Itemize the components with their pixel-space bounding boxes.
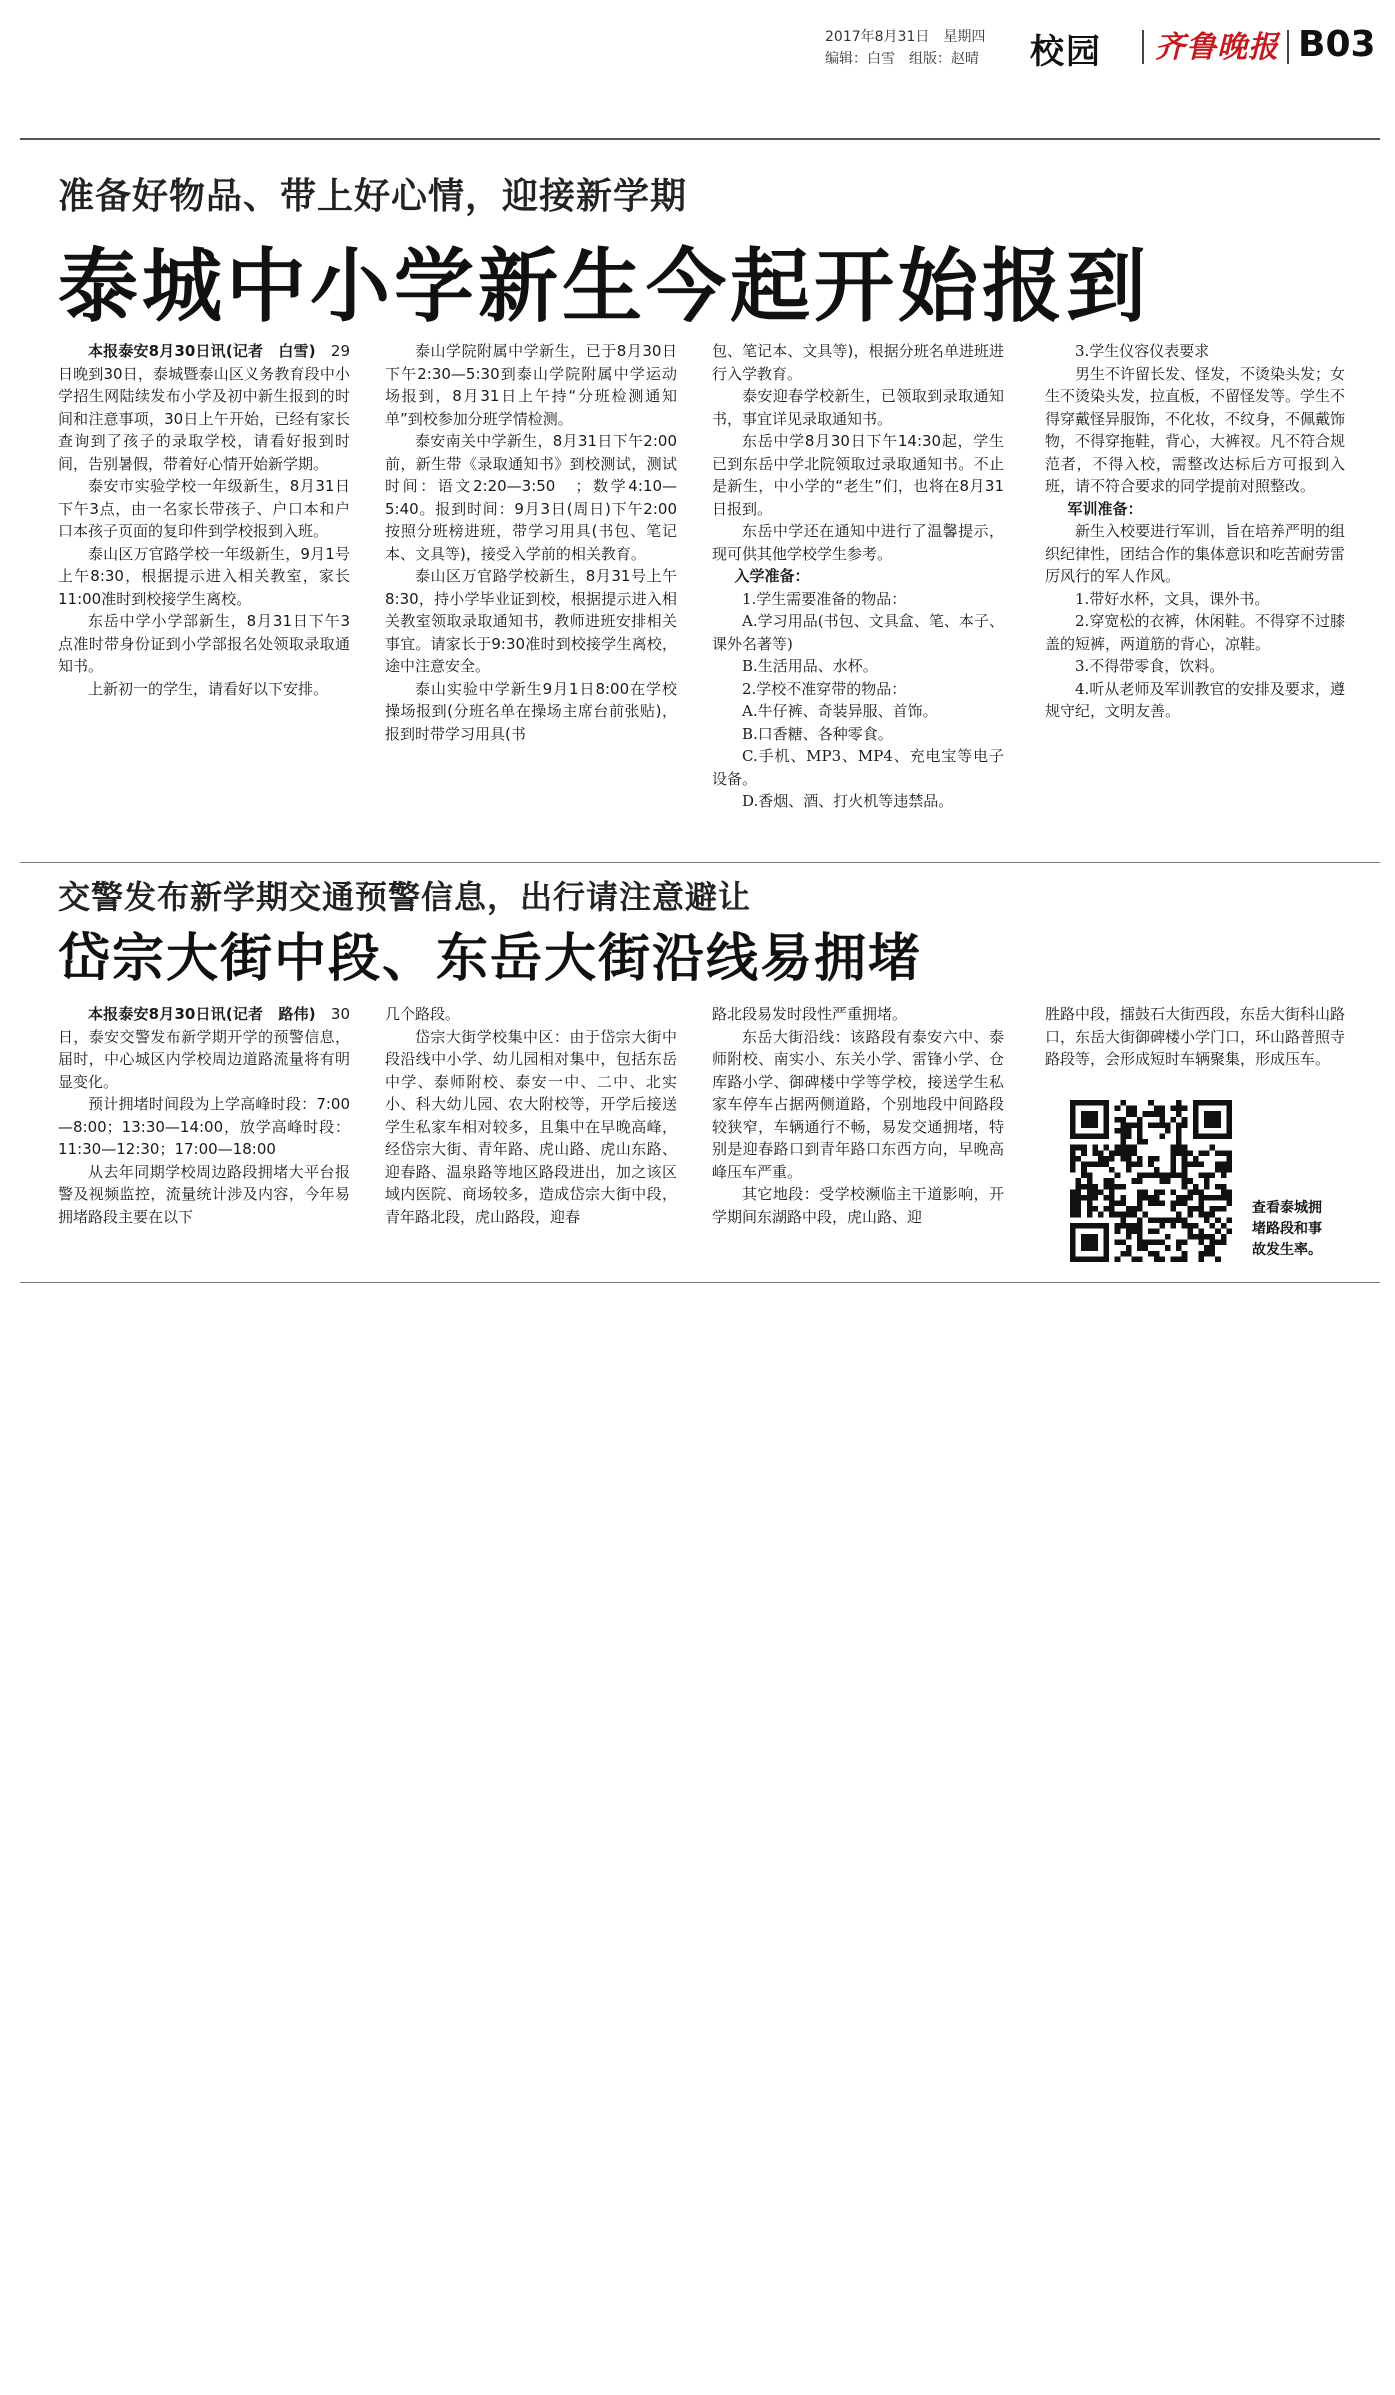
paragraph-text: 泰安南关中学新生，8月31日下午2:00前，新生带《录取通知书》到校测试，测试时间：语文2:20—3:50 ；数学4:10—5:40。报到时间：9月3日(周日)下午2:00按照分班榜进班，带学习用具(书包、笔记本、文具等)，接受入学前的相关教育。 bbox=[385, 432, 677, 563]
paragraph bbox=[1045, 1003, 1345, 1071]
paragraph bbox=[1045, 588, 1345, 611]
paragraph bbox=[58, 1093, 350, 1161]
paragraph-text: 东岳中学还在通知中进行了温馨提示，现可供其他学校学生参考。 bbox=[712, 522, 1004, 563]
paragraph bbox=[58, 543, 350, 611]
paragraph-text: 3.不得带零食，饮料。 bbox=[1075, 657, 1225, 675]
dateline: 本报泰安8月30日讯(记者 白雪) bbox=[88, 342, 316, 360]
paragraph-text: 1.带好水杯，文具，课外书。 bbox=[1075, 589, 1270, 608]
paragraph bbox=[712, 790, 1004, 813]
paragraph bbox=[1045, 655, 1345, 678]
paragraph bbox=[1045, 363, 1345, 498]
article2-headline: 岱宗大街中段、东岳大街沿线易拥堵 bbox=[58, 929, 923, 989]
paragraph-text: 从去年同期学校周边路段拥堵大平台报警及视频监控，流量统计涉及内容，今年易拥堵路段主要在以下 bbox=[58, 1162, 350, 1226]
paragraph bbox=[58, 1161, 350, 1229]
paragraph bbox=[712, 1183, 1004, 1228]
section-name: 校园 bbox=[1030, 32, 1102, 72]
paragraph bbox=[712, 565, 1004, 588]
paragraph bbox=[712, 655, 1004, 678]
paragraph bbox=[712, 678, 1004, 701]
paragraph-text: 入学准备： bbox=[734, 567, 810, 585]
paragraph-text: 泰山学院附属中学新生，已于8月30日下午2:30—5:30到泰山学院附属中学运动场报到，8月31日上午持“分班检测通知单”到校参加分班学情检测。 bbox=[385, 342, 677, 428]
paragraph-text: 包、笔记本、文具等)，根据分班名单进班进行入学教育。 bbox=[712, 342, 1004, 383]
paragraph bbox=[1045, 678, 1345, 723]
paragraph bbox=[58, 678, 350, 701]
paragraph-text: 29日晚到30日，泰城暨泰山区义务教育段中小学招生网陆续发布小学及初中新生报到的时间和注意事项，30日上午开始，已经有家长查询到了孩子的录取学校，请看好报到时间，告别暑假，带着好心情开始新学期。 bbox=[58, 342, 350, 473]
paragraph-text: 新生入校要进行军训，旨在培养严明的组织纪律性，团结合作的集体意识和吃苦耐劳雷厉风行的军人作风。 bbox=[1045, 522, 1346, 585]
paragraph bbox=[712, 588, 1004, 611]
qr-code[interactable] bbox=[1070, 1100, 1232, 1262]
paragraph bbox=[58, 340, 350, 475]
qr-caption: 查看泰城拥堵路段和事故发生率。 bbox=[1252, 1200, 1322, 1258]
article1-column-3 bbox=[712, 340, 1004, 813]
paragraph-text: 泰安市实验学校一年级新生，8月31日下午3点，由一名家长带孩子、户口本和户口本孩子页面的复印件到学校报到入班。 bbox=[58, 477, 350, 540]
divider bbox=[1287, 30, 1289, 64]
paragraph-text: 几个路段。 bbox=[385, 1005, 461, 1023]
paragraph bbox=[385, 430, 677, 565]
paragraph bbox=[58, 1003, 350, 1093]
paragraph bbox=[1045, 340, 1345, 363]
paragraph bbox=[58, 610, 350, 678]
paragraph-text: 2.学校不准穿带的物品： bbox=[742, 679, 907, 698]
paper-logo: 齐鲁晚报 bbox=[1155, 30, 1279, 65]
paragraph-text: 岱宗大街学校集中区：由于岱宗大街中段沿线中小学、幼儿园相对集中，包括东岳中学、泰师附校、泰安一中、二中、北实小、科大幼儿园、农大附校等，开学后接送学生私家车相对较多，且集中在早晚高峰，经岱宗大街、青年路、虎山路、虎山东路、迎春路、温泉路等地区路段进出，加之该区域内医院、商场较多，造成岱宗大街中段，青年路北段，虎山路段，迎春 bbox=[385, 1027, 677, 1226]
paragraph-text: 军训准备： bbox=[1067, 499, 1143, 518]
paragraph bbox=[1045, 610, 1345, 655]
paragraph-text: 东岳中学8月30日下午14:30起，学生已到东岳中学北院领取过录取通知书。不止是新生，中小学的“老生”们，也将在8月31日报到。 bbox=[712, 432, 1004, 518]
paragraph bbox=[385, 1003, 677, 1026]
editors-line: 编辑：白雪 组版：赵晴 bbox=[825, 51, 979, 67]
paragraph bbox=[712, 1003, 1004, 1026]
issue-date: 2017年8月31日 星期四 bbox=[825, 29, 986, 45]
paragraph-text: 4.听从老师及军训教官的安排及要求，遵规守纪，文明友善。 bbox=[1045, 679, 1345, 720]
paragraph-text: 1.学生需要准备的物品： bbox=[742, 589, 907, 608]
article1-headline: 泰城中小学新生今起开始报到 bbox=[58, 240, 1150, 333]
paragraph bbox=[712, 745, 1004, 790]
paragraph bbox=[712, 520, 1004, 565]
article2-column-2 bbox=[385, 1003, 677, 1228]
paragraph-text: 3.学生仪容仪表要求 bbox=[1075, 342, 1210, 360]
paragraph bbox=[385, 678, 677, 746]
article2-kicker: 交警发布新学期交通预警信息，出行请注意避让 bbox=[58, 878, 752, 916]
paragraph bbox=[712, 340, 1004, 385]
article2-column-3 bbox=[712, 1003, 1004, 1228]
section-rule bbox=[20, 862, 1380, 863]
paragraph-text: 上新初一的学生，请看好以下安排。 bbox=[88, 679, 329, 698]
paragraph-text: 2.穿宽松的衣裤，休闲鞋。不得穿不过膝盖的短裤，两道筋的背心，凉鞋。 bbox=[1045, 612, 1345, 653]
divider bbox=[1142, 30, 1144, 64]
paragraph-text: A.学习用品(书包、文具盒、笔、本子、课外名著等) bbox=[712, 612, 1004, 653]
paragraph-text: 30日，泰安交警发布新学期开学的预警信息，届时，中心城区内学校周边道路流量将有明显变化。 bbox=[58, 1005, 350, 1091]
date-block bbox=[825, 26, 1005, 70]
paragraph-text: 男生不许留长发、怪发，不烫染头发；女生不烫染头发，拉直板，不留怪发等。学生不得穿戴怪异服饰，不化妆，不纹身，不佩戴饰物，不得穿拖鞋，背心，大裤衩。凡不符合规范者，不得入校，需整改达标后方可报到入班，请不符合要求的同学提前对照整改。 bbox=[1045, 364, 1346, 495]
paragraph-text: 泰安迎春学校新生，已领取到录取通知书，事宜详见录取通知书。 bbox=[712, 387, 1004, 428]
paragraph-text: 其它地段：受学校濒临主干道影响，开学期间东湖路中段，虎山路、迎 bbox=[712, 1185, 1004, 1226]
paragraph-text: 泰山区万官路学校新生，8月31号上午8:30，持小学毕业证到校，根据提示进入相关教室领取录取通知书，教师进班安排相关事宜。请家长于9:30准时到校接学生离校，途中注意安全。 bbox=[385, 567, 677, 675]
paragraph-text: 东岳中学小学部新生，8月31日下午3点准时带身份证到小学部报名处领取录取通知书。 bbox=[58, 612, 350, 675]
paragraph-text: D.香烟、酒、打火机等违禁品。 bbox=[742, 792, 954, 810]
article1-column-4 bbox=[1045, 340, 1345, 723]
paragraph bbox=[712, 430, 1004, 520]
article2-column-1 bbox=[58, 1003, 350, 1228]
paragraph bbox=[385, 340, 677, 430]
article1-column-1 bbox=[58, 340, 350, 700]
top-rule bbox=[20, 138, 1380, 140]
paragraph bbox=[385, 1026, 677, 1229]
paragraph-text: 泰山实验中学新生9月1日8:00在学校操场报到(分班名单在操场主席台前张贴)，报到时带学习用具(书 bbox=[385, 679, 677, 743]
paragraph-text: B.生活用品、水杯。 bbox=[742, 657, 878, 675]
paragraph bbox=[712, 723, 1004, 746]
paragraph-text: B.口香糖、各种零食。 bbox=[742, 724, 893, 743]
paragraph bbox=[1045, 498, 1345, 521]
dateline: 本报泰安8月30日讯(记者 路伟) bbox=[88, 1005, 316, 1023]
paragraph bbox=[58, 475, 350, 543]
paragraph bbox=[1045, 520, 1345, 588]
paragraph-text: 胜路中段，擂鼓石大街西段，东岳大街科山路口，东岳大街御碑楼小学门口，环山路普照寺路段等，会形成短时车辆聚集，形成压车。 bbox=[1045, 1005, 1346, 1068]
paragraph bbox=[385, 565, 677, 678]
article1-column-2 bbox=[385, 340, 677, 745]
bottom-rule bbox=[20, 1282, 1380, 1283]
paragraph-text: C.手机、MP3、MP4、充电宝等电子设备。 bbox=[712, 747, 1004, 788]
paragraph bbox=[712, 700, 1004, 723]
paragraph-text: 路北段易发时段性严重拥堵。 bbox=[712, 1005, 908, 1023]
paragraph bbox=[712, 385, 1004, 430]
page-number: B03 bbox=[1298, 24, 1376, 65]
paragraph-text: A.牛仔裤、奇装异服、首饰。 bbox=[742, 702, 938, 720]
paragraph bbox=[712, 610, 1004, 655]
masthead bbox=[0, 0, 1395, 140]
paragraph-text: 泰山区万官路学校一年级新生，9月1号上午8:30，根据提示进入相关教室，家长11:00准时到校接学生离校。 bbox=[58, 544, 350, 608]
paragraph-text: 东岳大街沿线：该路段有泰安六中、泰师附校、南实小、东关小学、雷锋小学、仓库路小学、御碑楼中学等学校，接送学生私家车停车占据两侧道路，个别地段中间路段较狭窄，车辆通行不畅，易发交通拥堵，特别是迎春路口到青年路口东西方向，早晚高峰压车严重。 bbox=[712, 1027, 1004, 1181]
paragraph bbox=[712, 1026, 1004, 1184]
article1-kicker: 准备好物品、带上好心情，迎接新学期 bbox=[58, 176, 688, 217]
paragraph-text: 预计拥堵时间段为上学高峰时段：7:00—8:00；13:30—14:00，放学高峰时段：11:30—12:30；17:00—18:00 bbox=[58, 1095, 350, 1158]
article2-column-4 bbox=[1045, 1003, 1345, 1071]
